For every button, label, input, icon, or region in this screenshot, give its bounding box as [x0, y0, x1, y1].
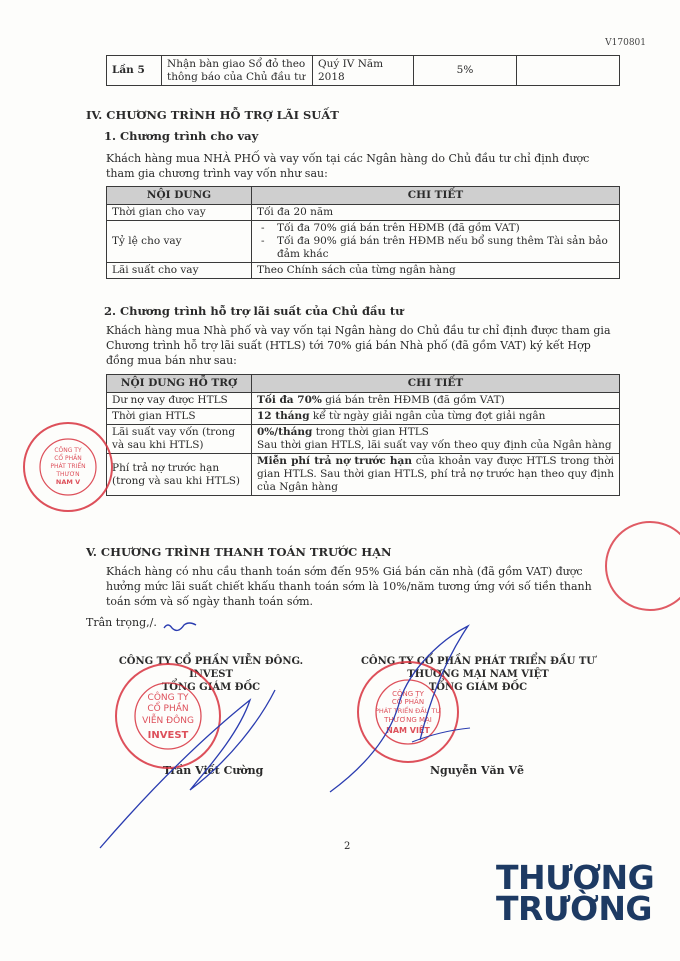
subsection-1-heading: 1. Chương trình cho vay	[104, 129, 259, 143]
stamp-text: THƯƠNG MẠI	[384, 716, 432, 724]
stamp-text: NAM VIỆT	[386, 726, 430, 735]
section-4-heading: IV. CHƯƠNG TRÌNH HỖ TRỢ LÃI SUẤT	[86, 108, 339, 122]
margin-stamp-right	[606, 522, 680, 610]
watermark-line: THƯƠNG	[496, 858, 655, 897]
row-label: Phí trả nợ trước hạn (trong và sau khi HTLS)	[107, 454, 252, 496]
company-name: CÔNG TY CỔ PHẦN VIỄN ĐÔNG. INVEST	[118, 656, 304, 680]
row-detail-emphasis: Tối đa 70%	[257, 394, 322, 406]
row-label: Lãi suất vay vốn (trong và sau khi HTLS)	[107, 425, 252, 454]
list-item: - Tối đa 70% giá bán trên HĐMB (đã gồm VAT)	[257, 222, 614, 235]
installment-time: Quý IV Năm 2018	[313, 56, 414, 86]
right-company-stamp	[358, 662, 458, 762]
column-header: NỘI DUNG	[107, 187, 252, 205]
row-detail-text: giá bán trên HĐMB (đã gồm VAT)	[321, 394, 505, 406]
row-detail: Tối đa 20 năm	[252, 205, 620, 221]
closing-signature-scribble	[164, 623, 196, 630]
column-header: CHI TIẾT	[252, 375, 620, 393]
row-detail-text: của khoản vay được HTLS trong thời gian HTLS. Sau thời gian HTLS, phí trả nợ trước hạn theo quy định của Ngân hàng	[257, 455, 614, 493]
left-signatory-name: Trần Viết Cường	[163, 764, 264, 777]
subsection-1-intro: Khách hàng mua NHÀ PHỐ và vay vốn tại các Ngân hàng do Chủ đầu tư chỉ định được tham gia chương trình vay vốn như sau:	[106, 152, 590, 180]
margin-company-stamp	[24, 423, 112, 511]
row-detail-emphasis: 0%/tháng	[257, 426, 313, 438]
left-company-stamp	[116, 664, 220, 768]
stamp-text: CỔ PHẦN	[147, 704, 189, 714]
column-header: CHI TIẾT	[252, 187, 620, 205]
page-number: 2	[344, 841, 351, 852]
list-item: - Tối đa 90% giá bán trên HĐMB nếu bổ sung thêm Tài sản bảo đảm khác	[257, 235, 614, 261]
section-5-heading: V. CHƯƠNG TRÌNH THANH TOÁN TRƯỚC HẠN	[86, 545, 392, 559]
row-detail-text: trong thời gian HTLS	[312, 426, 429, 438]
row-detail-line2: Sau thời gian HTLS, lãi suất vay vốn theo quy định của Ngân hàng	[257, 439, 612, 451]
row-label: Thời gian cho vay	[107, 205, 252, 221]
row-detail: Theo Chính sách của từng ngân hàng	[252, 263, 620, 279]
section-5-body: Khách hàng có nhu cầu thanh toán sớm đến 95% Giá bán căn nhà (đã gồm VAT) được hưởng mức lãi suất chiết khấu thanh toán sớm là 10%/năm tương ứng với số tiền thanh toán sớm và số ngày thanh toán sớm.	[106, 565, 592, 608]
row-detail-emphasis: Miễn phí trả nợ trước hạn	[257, 455, 412, 467]
stamp-text: THƯƠN	[56, 471, 80, 478]
stamp-text: CÔNG TY	[392, 690, 424, 698]
installment-condition: Nhận bàn giao Sổ đỏ theo thông báo của Chủ đầu tư	[162, 56, 313, 86]
signatory-title: TỔNG GIÁM ĐỐC	[428, 682, 528, 693]
stamp-text: CỔ PHẦN	[391, 698, 425, 706]
column-header: NỘI DUNG HỖ TRỢ	[107, 375, 252, 393]
stamp-text: NAM V	[55, 478, 81, 486]
company-name-line2: THƯƠNG MẠI NAM VIỆT	[407, 669, 549, 680]
row-detail-emphasis: 12 tháng	[257, 410, 310, 422]
stamp-text: INVEST	[147, 730, 189, 741]
signatory-title: TỔNG GIÁM ĐỐC	[161, 682, 261, 693]
row-label: Thời gian HTLS	[107, 409, 252, 425]
closing-remark: Trân trọng,/.	[86, 616, 157, 629]
row-detail-text: kể từ ngày giải ngân của từng đợt giải ngân	[309, 410, 546, 422]
row-label: Lãi suất cho vay	[107, 263, 252, 279]
row-label: Tỷ lệ cho vay	[107, 221, 252, 263]
row-label: Dư nợ vay được HTLS	[107, 393, 252, 409]
installment-label: Lần 5	[107, 56, 162, 86]
stamp-text: CÔNG TY	[147, 693, 189, 703]
stamp-text: VIỄN ĐÔNG	[142, 716, 194, 726]
stamp-text: PHÁT TRIỂN	[50, 463, 86, 470]
stamp-text: CÔNG TY	[54, 447, 82, 454]
stamp-text: PHÁT TRIỂN ĐẦU TƯ	[374, 707, 442, 715]
reference-code: V170801	[605, 38, 646, 48]
watermark-line: TRƯỜNG	[496, 889, 653, 928]
stamp-text: CỔ PHẦN	[54, 455, 82, 462]
company-name: CÔNG TY CỔ PHẦN PHÁT TRIỂN ĐẦU TƯ	[360, 656, 596, 667]
subsection-2-heading: 2. Chương trình hỗ trợ lãi suất của Chủ đầu tư	[104, 304, 404, 318]
subsection-2-intro: Khách hàng mua Nhà phố và vay vốn tại Ngân hàng do Chủ đầu tư chỉ định được tham gia Chương trình hỗ trợ lãi suất (HTLS) tới 70% giá bán Nhà phố (đã gồm VAT) ký kết Hợp đồng mua bán như sau:	[106, 324, 611, 367]
installment-percent: 5%	[414, 56, 517, 86]
right-signatory-name: Nguyễn Văn Vẽ	[430, 764, 524, 777]
